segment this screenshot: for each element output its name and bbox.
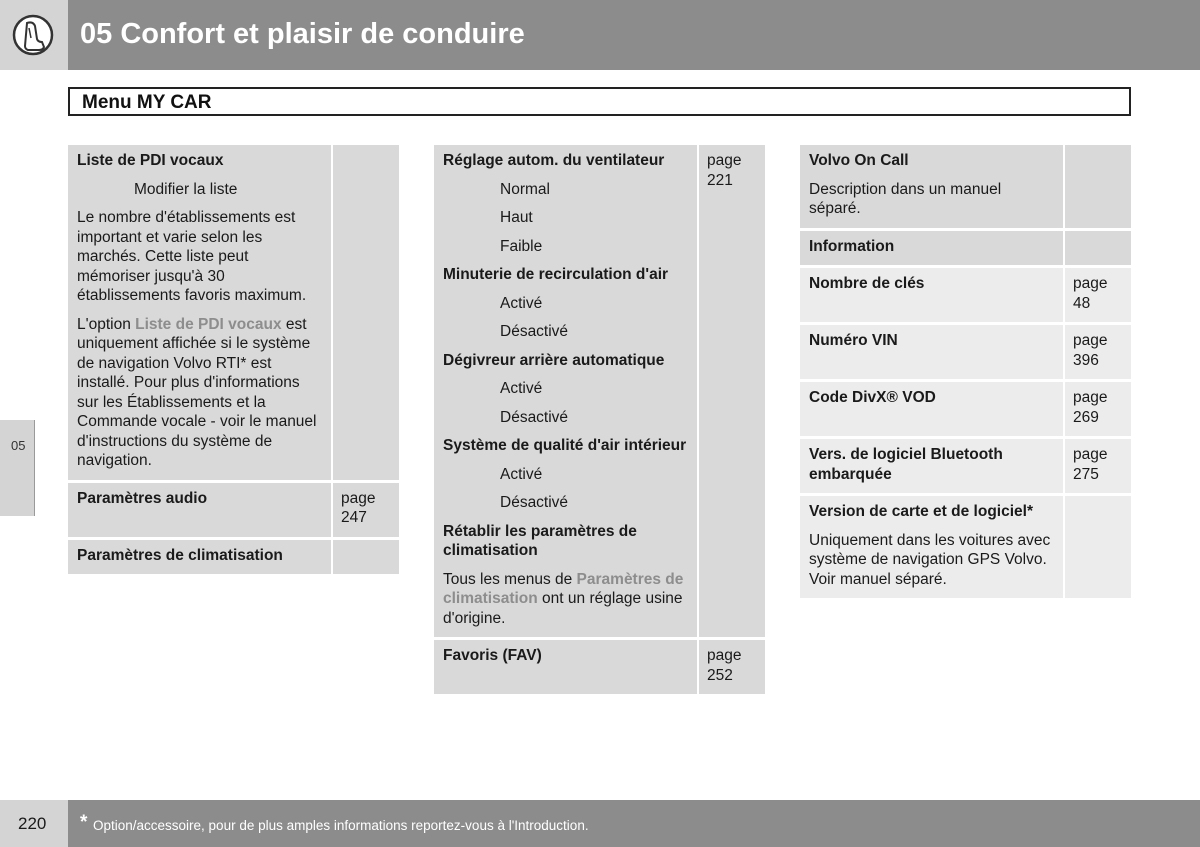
chapter-side-tab — [0, 420, 35, 516]
menu-cell — [800, 325, 1063, 379]
menu-item-title: Paramètres audio — [77, 489, 208, 507]
menu-option: Désactivé — [500, 323, 569, 340]
menu-item-title: Liste de PDI vocaux — [77, 152, 224, 169]
menu-table-column-3 — [800, 142, 1131, 601]
option-reference: Liste de PDI vocaux — [135, 315, 282, 333]
menu-cell — [434, 145, 697, 637]
menu-table-column-1 — [68, 142, 399, 577]
table-row — [68, 540, 399, 575]
section-title-box — [68, 87, 1131, 116]
section-title: Menu MY CAR — [82, 92, 212, 113]
chapter-side-tab-label: 05 — [11, 438, 26, 453]
menu-option: Faible — [500, 237, 543, 255]
menu-item-title: Système de qualité d'air intérieur — [443, 437, 687, 454]
table-row — [800, 325, 1131, 379]
menu-item-title: Nombre de clés — [809, 275, 925, 292]
menu-item-title: Numéro VIN — [809, 332, 898, 349]
page-ref: page 252 — [697, 640, 765, 694]
menu-table-column-2 — [434, 142, 765, 697]
menu-cell — [800, 268, 1063, 322]
page-ref-cell — [331, 540, 399, 575]
menu-item-title: Information — [809, 237, 895, 255]
page-ref-cell — [1063, 145, 1131, 228]
table-row — [800, 496, 1131, 598]
table-row — [800, 268, 1131, 322]
page-ref: page 275 — [1063, 439, 1131, 493]
menu-item-title: Réglage autom. du ventilateur — [443, 152, 665, 169]
page-ref: page 247 — [331, 483, 399, 537]
menu-cell — [68, 540, 331, 575]
menu-item-title: Version de carte et de logiciel* — [809, 503, 1033, 520]
description-text: Tous les menus de — [443, 570, 577, 588]
menu-option: Désactivé — [500, 494, 569, 511]
table-row — [68, 483, 399, 537]
page-ref: page 396 — [1063, 325, 1131, 379]
table-row — [800, 231, 1131, 266]
menu-description: Description dans un manuel séparé. — [809, 180, 1002, 217]
menu-item-title: Favoris (FAV) — [443, 647, 542, 664]
footnote-star: * — [80, 812, 88, 833]
table-row — [800, 145, 1131, 228]
menu-option: Désactivé — [500, 408, 569, 426]
table-row — [800, 439, 1131, 493]
menu-cell — [800, 439, 1063, 493]
chapter-icon-box — [0, 0, 68, 70]
menu-item-title: Volvo On Call — [809, 152, 909, 169]
menu-cell — [434, 640, 697, 694]
footnote-text: Option/accessoire, pour de plus amples informations reportez-vous à l'Introduction. — [93, 818, 589, 833]
menu-cell — [800, 382, 1063, 436]
menu-option: Normal — [500, 180, 550, 198]
table-row — [800, 382, 1131, 436]
page-ref: page 48 — [1063, 268, 1131, 322]
menu-description — [443, 570, 689, 629]
menu-cell — [68, 145, 331, 480]
menu-cell — [800, 231, 1063, 266]
seat-icon — [12, 14, 54, 56]
table-row — [68, 145, 399, 480]
table-row — [434, 145, 765, 637]
page-ref-cell — [331, 145, 399, 480]
chapter-title: 05 Confort et plaisir de conduire — [80, 18, 525, 50]
page-ref: page 221 — [697, 145, 765, 637]
menu-item-title: Code DivX® VOD — [809, 389, 936, 406]
menu-option: Activé — [500, 465, 543, 483]
menu-item-title: Vers. de logiciel Bluetooth embarquée — [809, 446, 1003, 483]
page-number: 220 — [18, 814, 47, 833]
menu-cell — [68, 483, 331, 537]
menu-description: Le nombre d'établissements est important et varie selon les marchés. Cette liste peut mémoriser jusqu'à 30 établissements favoris maximum. — [77, 209, 307, 304]
description-text: ont un réglage usine d'origine. — [443, 590, 683, 627]
menu-option: Modifier la liste — [134, 180, 238, 198]
page-ref-cell — [1063, 231, 1131, 266]
description-text: L'option — [77, 315, 136, 333]
menu-item-title: Rétablir les paramètres de climatisation — [443, 522, 637, 559]
page-ref: page 269 — [1063, 382, 1131, 436]
menu-item-title: Minuterie de recirculation d'air — [443, 266, 669, 283]
menu-cell — [800, 496, 1063, 598]
menu-item-title: Paramètres de climatisation — [77, 546, 283, 564]
menu-description: Uniquement dans les voitures avec système de navigation GPS Volvo. Voir manuel séparé. — [809, 531, 1051, 588]
menu-option: Activé — [500, 380, 543, 397]
menu-description — [77, 315, 323, 471]
menu-option: Haut — [500, 209, 533, 226]
description-text: est uniquement affichée si le système de navigation Volvo RTI* est installé. Pour plus d'informations sur les Établissements et la Commande vocale - voir le manuel d'instructions du système de navigation. — [77, 315, 317, 469]
option-reference: Paramètres de climatisation — [443, 570, 684, 607]
table-row — [434, 640, 765, 694]
page-ref-cell — [1063, 496, 1131, 598]
menu-option: Activé — [500, 294, 543, 312]
menu-cell — [800, 145, 1063, 228]
menu-item-title: Dégivreur arrière automatique — [443, 351, 665, 369]
